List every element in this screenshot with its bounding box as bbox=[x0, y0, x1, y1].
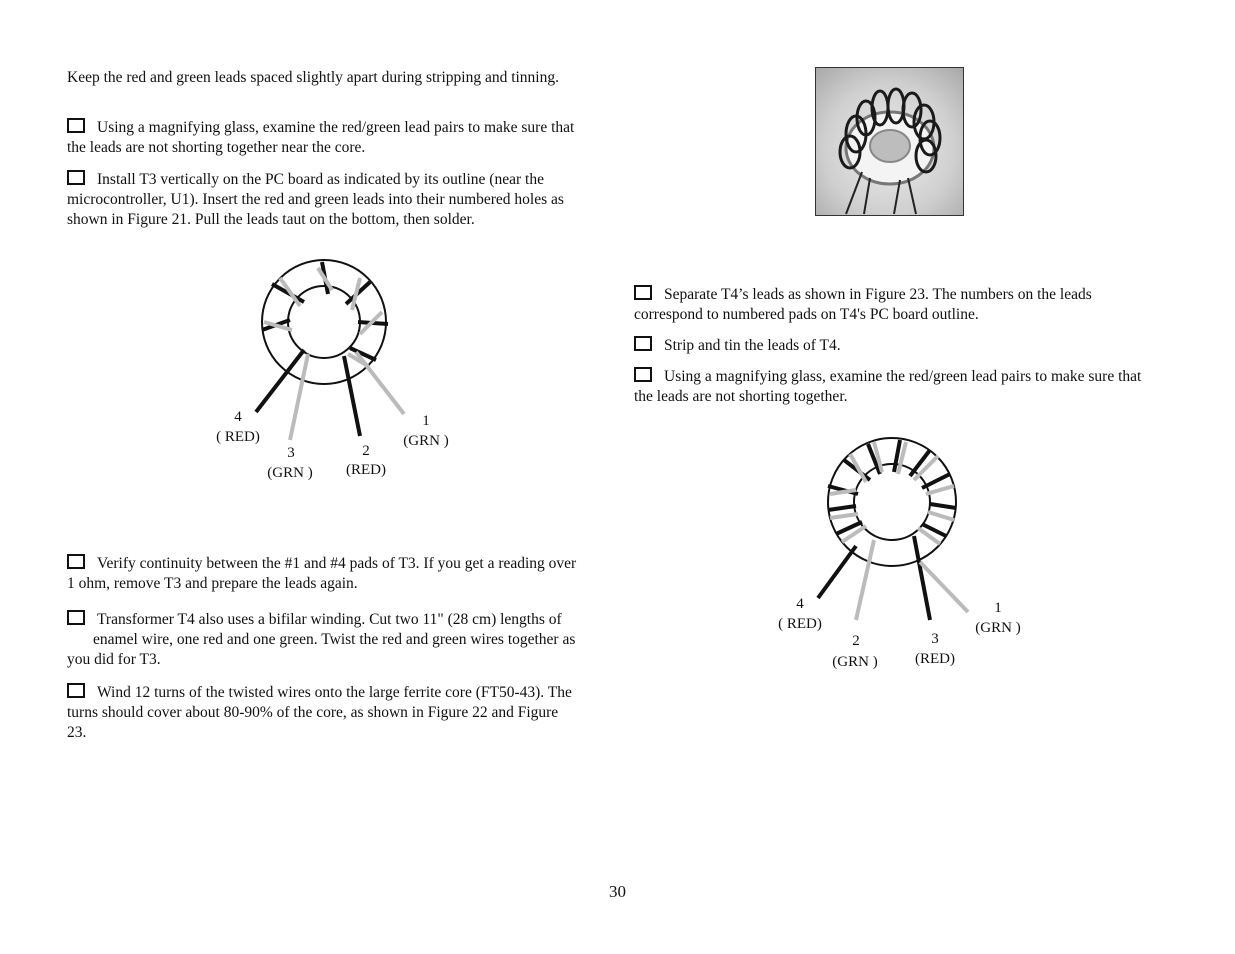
fig23-lead4-number: 4 bbox=[796, 596, 804, 612]
step-install-t3 bbox=[67, 170, 577, 230]
step-checkbox[interactable] bbox=[634, 367, 652, 382]
fig23-lead2-number: 2 bbox=[852, 633, 860, 649]
step-text: Using a magnifying glass, examine the red/green lead pairs to make sure that the leads are not shorting together. bbox=[634, 368, 1142, 405]
toroid-photo bbox=[815, 67, 964, 216]
toroid-photo-drawing bbox=[816, 68, 963, 215]
fig21-lead1-number: 1 bbox=[422, 413, 430, 429]
step-text: Using a magnifying glass, examine the red/green lead pairs to make sure that the leads are not shorting together near the core. bbox=[67, 119, 575, 156]
page-number: 30 bbox=[609, 882, 626, 901]
step-text: Wind 12 turns of the twisted wires onto the large ferrite core (FT50-43). The turns should cover about 80-90% of the core, as shown in Figure 22 and Figure 23. bbox=[67, 684, 572, 741]
fig21-lead1-color: (GRN ) bbox=[403, 433, 449, 449]
step-text: Install T3 vertically on the PC board as indicated by its outline (near the microcontroller, U1). Insert the red and green leads into their numbered holes as shown in Figure 21. Pull the leads taut on the bottom, then solder. bbox=[67, 171, 564, 228]
step-checkbox[interactable] bbox=[67, 554, 85, 569]
step-checkbox[interactable] bbox=[67, 683, 85, 698]
fig23-lead4-color: ( RED) bbox=[778, 616, 822, 632]
step-strip-tin bbox=[634, 336, 1164, 356]
step-wind-turns bbox=[67, 683, 577, 743]
fig23-lead2-color: (GRN ) bbox=[832, 654, 878, 670]
fig21-lead4-number: 4 bbox=[234, 409, 242, 425]
step-separate-leads bbox=[634, 285, 1164, 325]
fig23-lead1-number: 1 bbox=[994, 600, 1002, 616]
step-examine-t3 bbox=[67, 118, 577, 158]
fig23-lead3-color: (RED) bbox=[915, 651, 955, 667]
fig21-lead2-color: (RED) bbox=[346, 462, 386, 478]
fig21-lead3-number: 3 bbox=[287, 445, 295, 461]
step-text: Separate T4’s leads as shown in Figure 23. The numbers on the leads correspond to numbered pads on T4's PC board outline. bbox=[634, 286, 1092, 323]
step-checkbox[interactable] bbox=[634, 285, 652, 300]
step-text: Verify continuity between the #1 and #4 pads of T3. If you get a reading over 1 ohm, remove T3 and prepare the leads again. bbox=[67, 555, 577, 592]
fig23-lead1-color: (GRN ) bbox=[975, 620, 1021, 636]
step-verify-continuity bbox=[67, 554, 577, 594]
fig23-lead3-number: 3 bbox=[931, 631, 939, 647]
intro-text: Keep the red and green leads spaced slightly apart during stripping and tinning. bbox=[67, 69, 559, 86]
fig21-lead3-color: (GRN ) bbox=[267, 465, 313, 481]
step-checkbox[interactable] bbox=[67, 170, 85, 185]
step-checkbox[interactable] bbox=[67, 118, 85, 133]
step-text-continued: enamel wire, one red and one green. Twist the red and green wires together as you did for T3. bbox=[67, 631, 576, 668]
step-checkbox[interactable] bbox=[67, 610, 85, 625]
step-examine-t4 bbox=[634, 367, 1164, 407]
figure-21-t3-toroid bbox=[200, 250, 480, 490]
step-checkbox[interactable] bbox=[634, 336, 652, 351]
step-text: Transformer T4 also uses a bifilar winding. Cut two 11" (28 cm) lengths of bbox=[97, 611, 562, 628]
fig21-lead4-color: ( RED) bbox=[216, 429, 260, 445]
step-transformer-t4 bbox=[67, 610, 577, 670]
step-text: Strip and tin the leads of T4. bbox=[664, 337, 841, 354]
fig21-lead2-number: 2 bbox=[362, 443, 370, 459]
